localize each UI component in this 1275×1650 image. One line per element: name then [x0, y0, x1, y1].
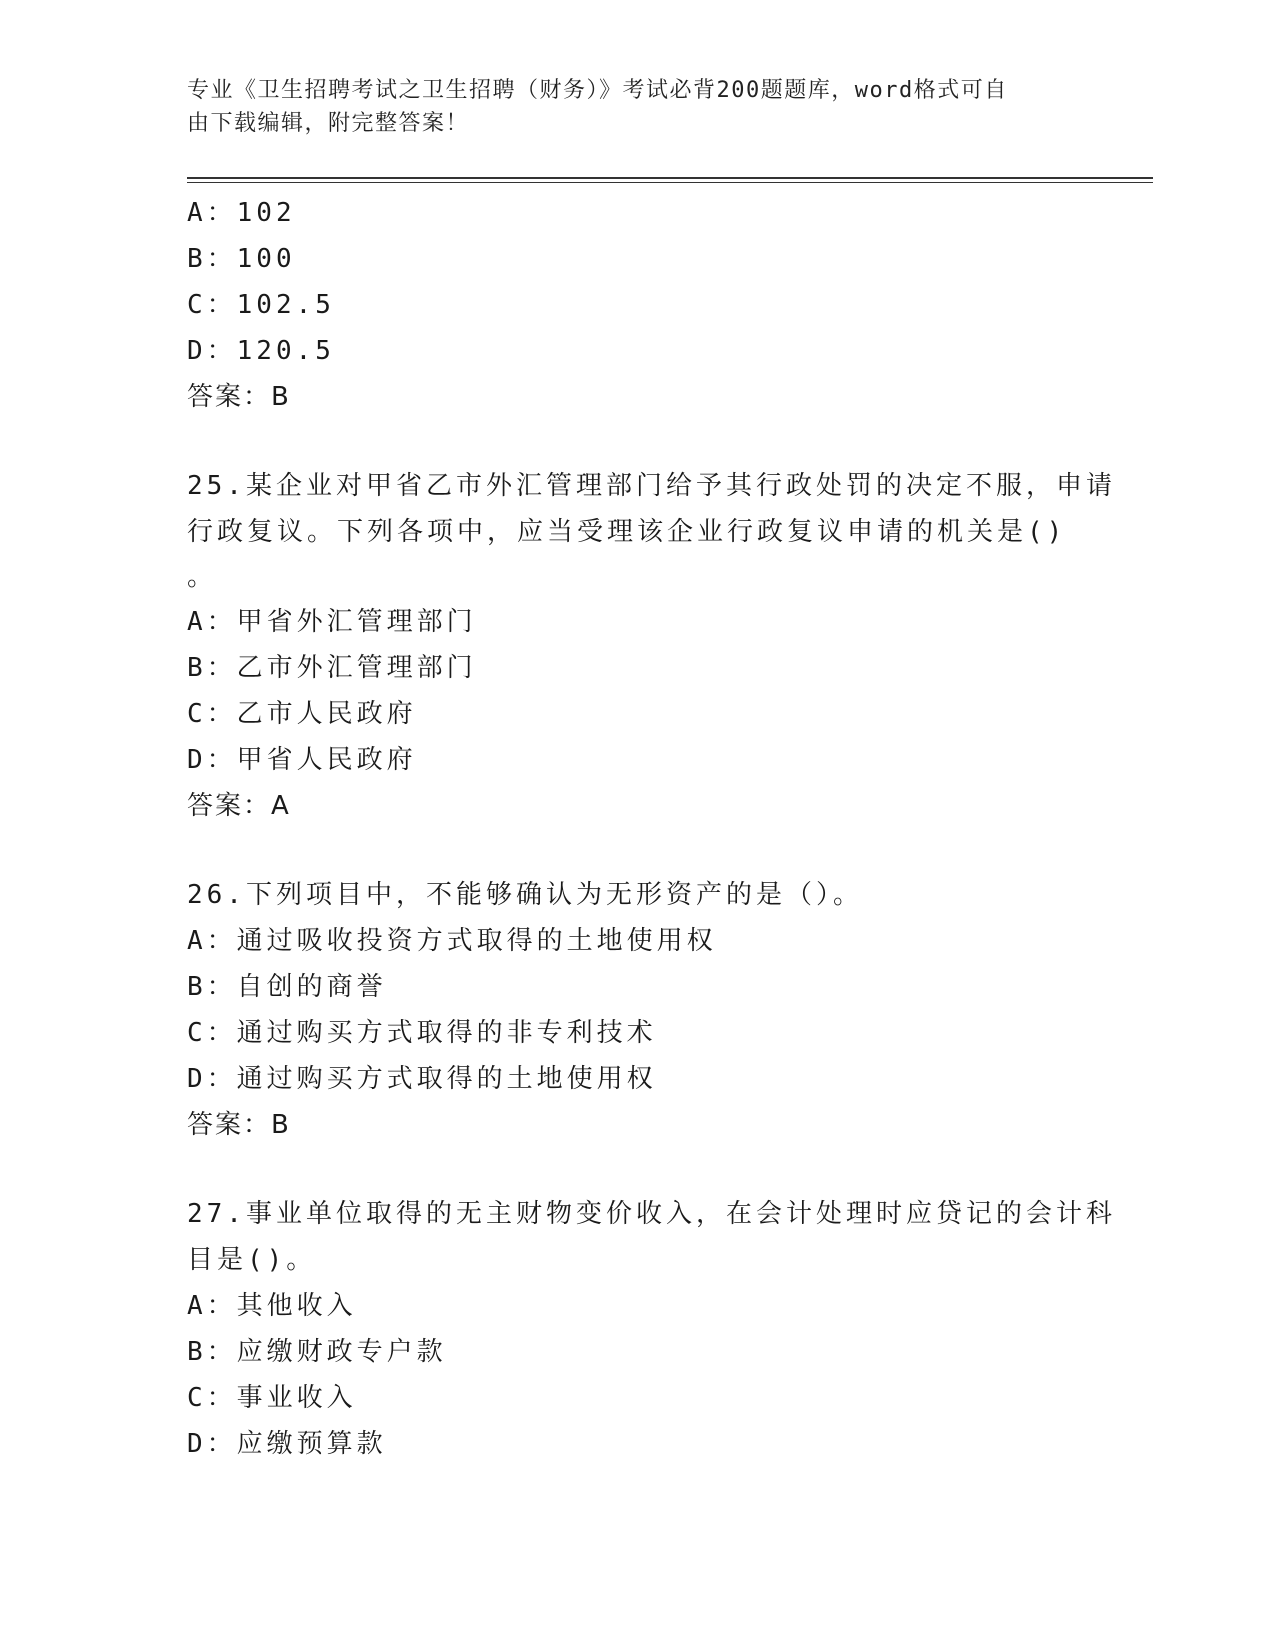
option-a: A：甲省外汇管理部门 — [187, 607, 477, 637]
option-d: D：应缴预算款 — [187, 1429, 387, 1459]
header-divider-thick — [187, 177, 1153, 179]
option-c: C：102.5 — [187, 290, 335, 320]
question-text-line: 。 — [187, 562, 218, 592]
option-a: A：其他收入 — [187, 1291, 357, 1321]
question-text-line: 26.下列项目中，不能够确认为无形资产的是（）。 — [187, 880, 863, 910]
prev-question-block — [187, 190, 1087, 420]
question-text-line: 目是()。 — [187, 1245, 317, 1275]
question-block-27 — [187, 1191, 1116, 1467]
option-d: D：通过购买方式取得的土地使用权 — [187, 1064, 657, 1094]
option-c: C：乙市人民政府 — [187, 699, 417, 729]
question-block-25 — [187, 463, 1116, 829]
header-line-2: 由下载编辑，附完整答案！ — [187, 111, 470, 136]
answer-line: 答案：B — [187, 1110, 291, 1140]
question-text-line: 27.事业单位取得的无主财物变价收入，在会计处理时应贷记的会计科 — [187, 1199, 1116, 1229]
option-b: B：乙市外汇管理部门 — [187, 653, 477, 683]
document-header — [187, 74, 1067, 140]
option-a: A：102 — [187, 198, 296, 228]
option-c: C：通过购买方式取得的非专利技术 — [187, 1018, 657, 1048]
question-gap — [187, 829, 1087, 872]
question-text-line: 行政复议。下列各项中，应当受理该企业行政复议申请的机关是() — [187, 517, 1067, 547]
option-b: B：自创的商誉 — [187, 972, 387, 1002]
option-d: D：甲省人民政府 — [187, 745, 417, 775]
option-a: A：通过吸收投资方式取得的土地使用权 — [187, 926, 717, 956]
option-d: D：120.5 — [187, 336, 335, 366]
question-block-26 — [187, 872, 1087, 1148]
header-divider-thin — [187, 182, 1153, 183]
option-b: B：应缴财政专户款 — [187, 1337, 447, 1367]
question-gap — [187, 1148, 1087, 1191]
question-gap — [187, 420, 1087, 463]
question-content — [187, 190, 1116, 1467]
answer-line: 答案：A — [187, 791, 291, 821]
answer-line: 答案：B — [187, 382, 291, 412]
option-c: C：事业收入 — [187, 1383, 357, 1413]
option-b: B：100 — [187, 244, 296, 274]
header-line-1: 专业《卫生招聘考试之卫生招聘（财务）》考试必背200题题库，word格式可自 — [187, 78, 1008, 103]
question-text-line: 25.某企业对甲省乙市外汇管理部门给予其行政处罚的决定不服，申请 — [187, 471, 1116, 501]
